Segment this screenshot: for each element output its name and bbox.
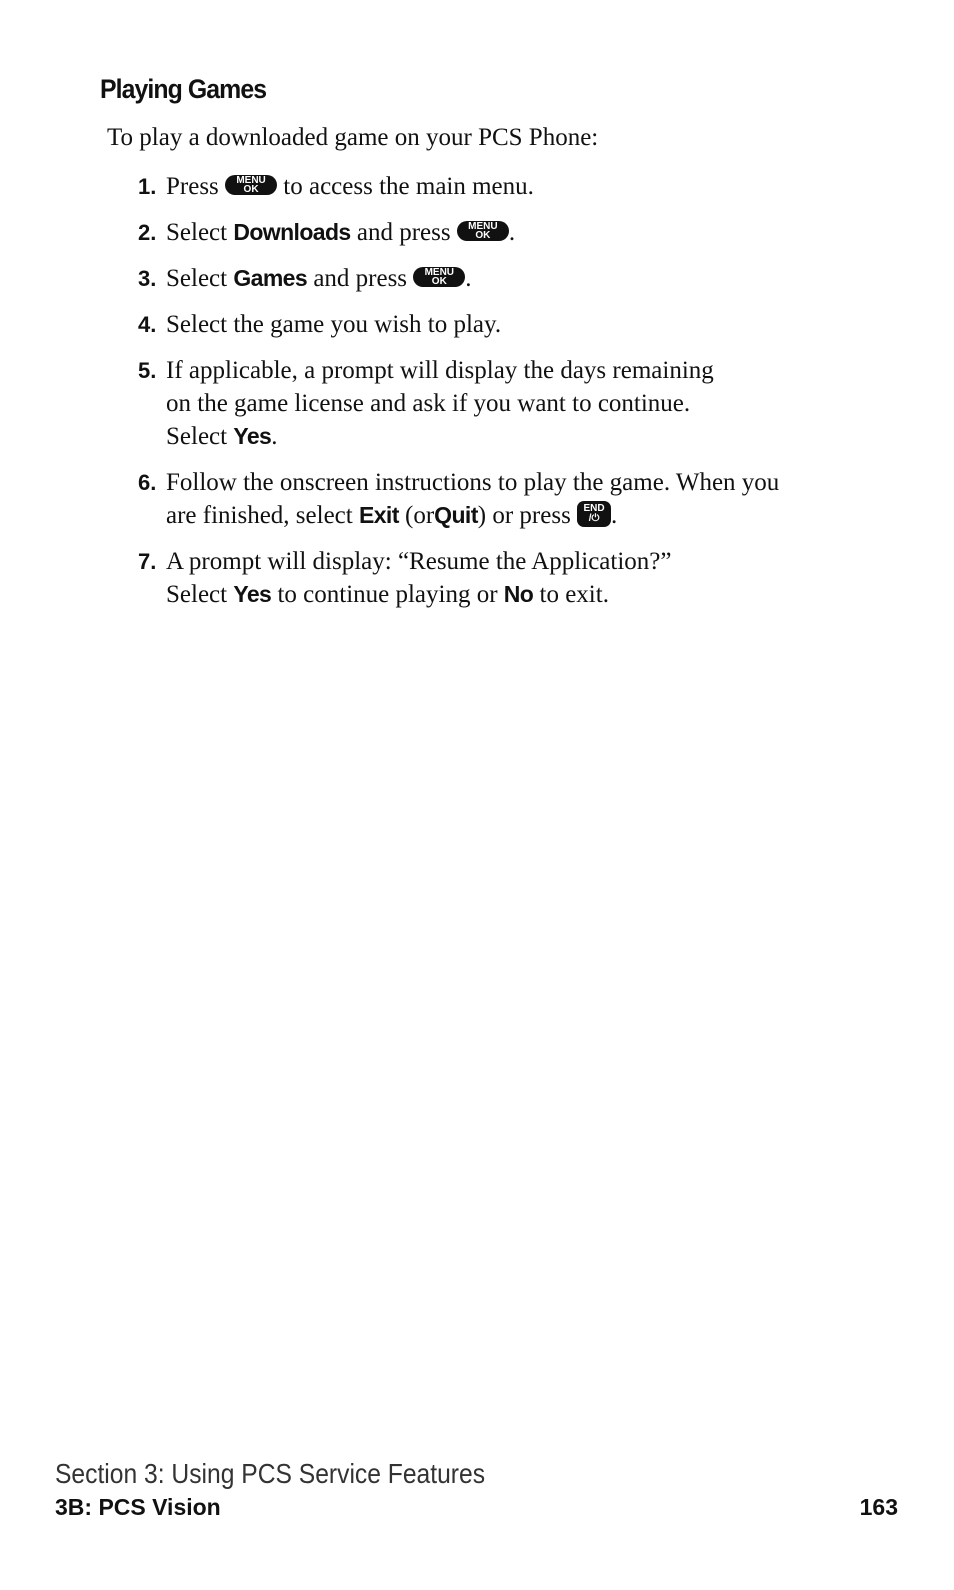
menu-ok-key-icon: MENU OK <box>413 267 465 287</box>
step-1 <box>138 170 898 203</box>
footer-chapter-title: 3B: PCS Vision <box>55 1494 221 1520</box>
option-yes: Yes <box>233 581 272 607</box>
step-text: . <box>271 423 278 450</box>
step-text: and press <box>356 219 451 246</box>
step-line <box>166 578 898 611</box>
page-number: 163 <box>859 1494 898 1520</box>
step-4 <box>138 308 898 341</box>
step-line <box>166 499 898 532</box>
steps-list <box>138 170 898 624</box>
menu-option-games: Games <box>233 265 308 291</box>
end-power-key-icon: END /⏻ <box>577 501 611 527</box>
menu-option-downloads: Downloads <box>233 219 351 245</box>
option-quit: Quit <box>434 502 478 528</box>
step-line <box>166 420 898 453</box>
option-yes: Yes <box>233 423 272 449</box>
step-text: Select the game you wish to play. <box>166 311 502 338</box>
step-text: . <box>611 502 618 529</box>
step-number: 7. <box>138 549 157 574</box>
step-text: Select <box>166 265 228 292</box>
step-number: 4. <box>138 312 157 337</box>
step-text: to continue playing or <box>277 581 498 608</box>
step-text: Select <box>166 423 228 450</box>
step-text: . <box>465 265 472 292</box>
step-number: 3. <box>138 266 157 291</box>
option-exit: Exit <box>358 502 399 528</box>
step-text: to exit. <box>539 581 609 608</box>
step-text: A prompt will display: “Resume the Application?” <box>166 548 672 575</box>
footer-section-title: Section 3: Using PCS Service Features <box>55 1458 486 1489</box>
step-number: 5. <box>138 358 157 383</box>
step-text: If applicable, a prompt will display the days remaining <box>166 357 714 384</box>
step-text: Press <box>166 173 219 200</box>
step-6 <box>138 466 898 532</box>
menu-ok-key-icon: MENU OK <box>457 221 509 241</box>
section-heading: Playing Games <box>100 74 267 104</box>
step-2 <box>138 216 898 249</box>
step-text: to access the main menu. <box>283 173 534 200</box>
step-number: 6. <box>138 470 157 495</box>
option-no: No <box>503 581 534 607</box>
step-text: Select <box>166 219 228 246</box>
menu-ok-key-icon: MENU OK <box>225 175 277 195</box>
step-text: Follow the onscreen instructions to play the game. When you <box>166 469 780 496</box>
step-text: are finished, select <box>166 502 353 529</box>
step-7 <box>138 545 898 611</box>
step-number: 2. <box>138 220 157 245</box>
step-3 <box>138 262 898 295</box>
step-text: . <box>508 219 516 246</box>
step-text: Select <box>166 581 228 608</box>
step-5 <box>138 354 898 453</box>
intro-text: To play a downloaded game on your PCS Phone: <box>107 124 599 151</box>
step-text: (or <box>405 502 435 529</box>
step-number: 1. <box>138 174 157 199</box>
step-text: and press <box>313 265 408 292</box>
step-text: on the game license and ask if you want to continue. <box>166 390 691 417</box>
step-text: ) or press <box>477 502 571 529</box>
